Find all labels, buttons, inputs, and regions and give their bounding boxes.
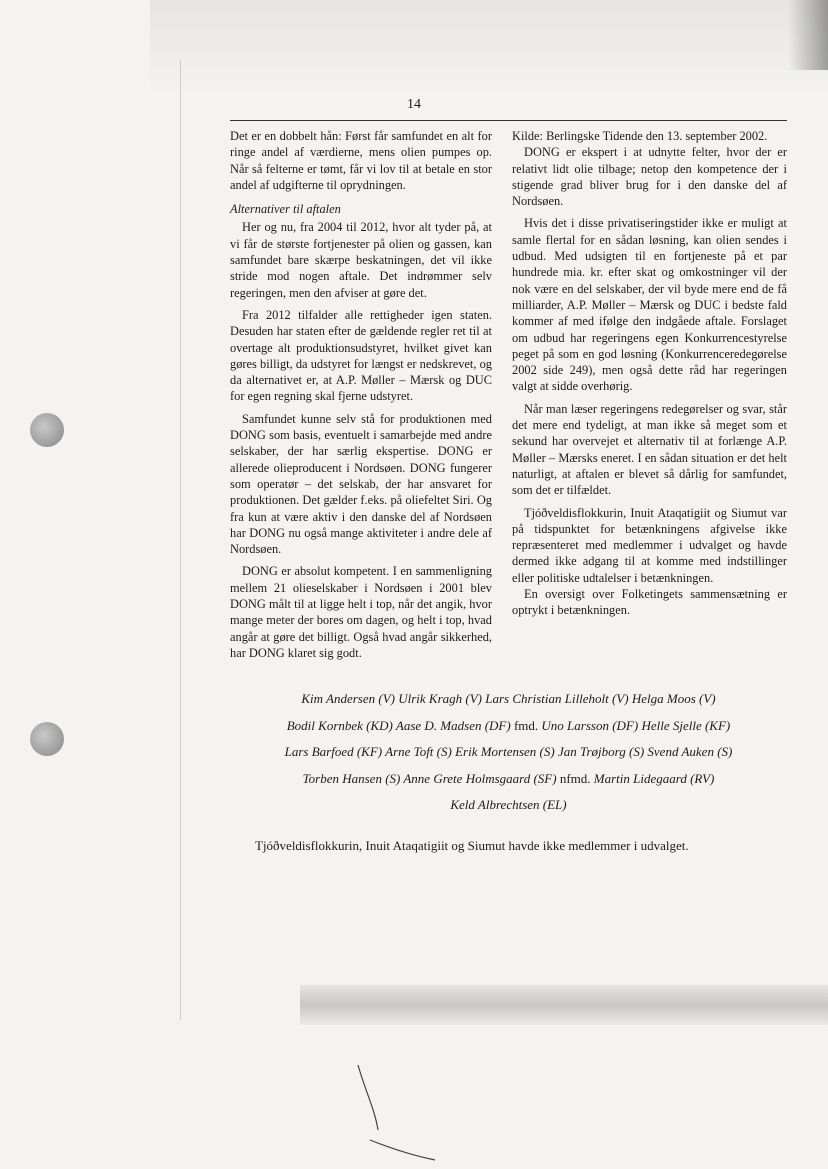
body-paragraph: DONG er ekspert i at udnytte felter, hvor der er relativt lidt olie tilbage; netop den kompetence der i stigende grad bliver brug for i den danske del af Nordsøen. — [512, 145, 787, 209]
punch-hole-icon — [30, 722, 64, 756]
chair-label: fmd. — [513, 717, 539, 733]
pen-stroke-mark — [340, 1060, 450, 1165]
body-paragraph: DONG er absolut kompetent. I en sammenligning mellem 21 olieselskaber i Nordsøen i 2001 blev DONG målt til at ligge helt i top, når det angik, hvor mange meter der bores om dagen, og helt i top, hvad angår at gøre det billigt. Også hvad angår sikkerhed, har DONG klaret sig godt. — [230, 564, 492, 660]
member-names: Bodil Kornbek (KD) Aase D. Madsen (DF) — [286, 717, 511, 733]
body-paragraph: Her og nu, fra 2004 til 2012, hvor alt tyder på, at vi får de største fortjenester på olien og gassen, kan samfundet bare skærpe beskatningen, det vil ikke stride mod nogen aftale. Det indrømmer selv regeringen, men den afviser at gøre det. — [230, 220, 492, 300]
body-paragraph: Fra 2012 tilfalder alle rettigheder igen staten. Desuden har staten efter de gældende regler ret til at overtage alt produktionsudstyret, hvilket givet kan gøres billigt, da udstyret for længst er nedskrevet, og da alternativet er, at A.P. Møller – Mærsk og DUC for egen regning skal fjerne udstyret. — [230, 307, 492, 404]
scan-corner-shadow — [788, 0, 828, 70]
section-heading: Alternativer til aftalen — [230, 202, 341, 217]
body-paragraph: Når man læser regeringens redegørelser og svar, står det mere end tydeligt, at man ikke så meget som et sekund har overvejet et alternativ til at forlænge A.P. Møller – Mærsks eneret. I en sådan situation er det helt naturligt, at aftalen er blevet så dårlig for samfundet, som det er tilfældet. — [512, 401, 787, 498]
punch-hole-icon — [30, 413, 64, 447]
scan-shadow-top — [150, 0, 828, 95]
vice-chair-label: nfmd. — [559, 770, 591, 786]
left-column — [230, 128, 492, 661]
body-paragraph: Tjóðveldisflokkurin, Inuit Ataqatigiit og Siumut var på tidspunktet for betænkningens afgivelse ikke repræsenteret med medlemmer i udvalget og havde dermed ikke adgang til at komme med indstillinger eller politiske udtalelser i betænkningen. — [512, 505, 787, 585]
member-names: Torben Hansen (S) Anne Grete Holmsgaard (SF) — [302, 770, 557, 786]
member-line: Kim Andersen (V) Ulrik Kragh (V) Lars Christian Lilleholt (V) Helga Moos (V) — [301, 691, 716, 706]
member-line — [230, 766, 787, 793]
committee-members — [230, 686, 787, 819]
header-rule — [230, 120, 787, 121]
intro-paragraph: Det er en dobbelt hån: Først får samfundet en alt for ringe andel af værdierne, mens olien pumpes op. Når så felterne er tømt, får vi lov til at betale en stor andel af udgifterne til oprydningen. — [230, 129, 492, 192]
member-line — [230, 713, 787, 740]
right-column — [512, 128, 787, 619]
scan-margin-line — [180, 60, 181, 1020]
body-paragraph: Samfundet kunne selv stå for produktionen med DONG som basis, eventuelt i samarbejde med andre selskaber, der har særlig ekspertise. DONG er allerede olieproducent i Nordsøen. DONG fungerer som operatør – det selskab, der har ansvaret for produktionen. Det gælder f.eks. på oliefeltet Siri. Og fra kun at være aktiv i den danske del af Nordsøen har DONG nu også mange aktiviteter i andre dele af Nordsøen. — [230, 411, 492, 557]
footnote: Tjóðveldisflokkurin, Inuit Ataqatigiit og Siumut havde ikke medlemmer i udvalget. — [255, 838, 689, 853]
body-paragraph: Hvis det i disse privatiseringstider ikke er muligt at samle flertal for en sådan løsning, kan olien sendes i udbud. Med udsigten til en fortjeneste på et par hundrede mia. kr. efter skat og omkostninger vil der nok være en del selskaber, der vil byde mere end de få milliarder, A.P. Møller – Mærsk og DUC i bedste fald kommer af med ifølge den indgåede aftale. Forslaget om udbud har regeringens egen Konkurrencestyrelse peget på som en god løsning (Konkurrenceredegørelse 2002 side 249), men også dette råd har regeringen valgt at sidde overhørig. — [512, 216, 787, 394]
member-line: Keld Albrechtsen (EL) — [450, 797, 567, 812]
member-names: Martin Lidegaard (RV) — [593, 770, 715, 786]
body-paragraph: En oversigt over Folketingets sammensætning er optrykt i betænkningen. — [512, 587, 787, 618]
scan-shadow-bottom — [300, 985, 828, 1025]
member-line: Lars Barfoed (KF) Arne Toft (S) Erik Mortensen (S) Jan Trøjborg (S) Svend Auken (S) — [284, 744, 733, 759]
source-citation: Kilde: Berlingske Tidende den 13. september 2002. — [512, 129, 768, 143]
member-names: Uno Larsson (DF) Helle Sjelle (KF) — [541, 717, 731, 733]
page-number: 14 — [407, 97, 421, 112]
